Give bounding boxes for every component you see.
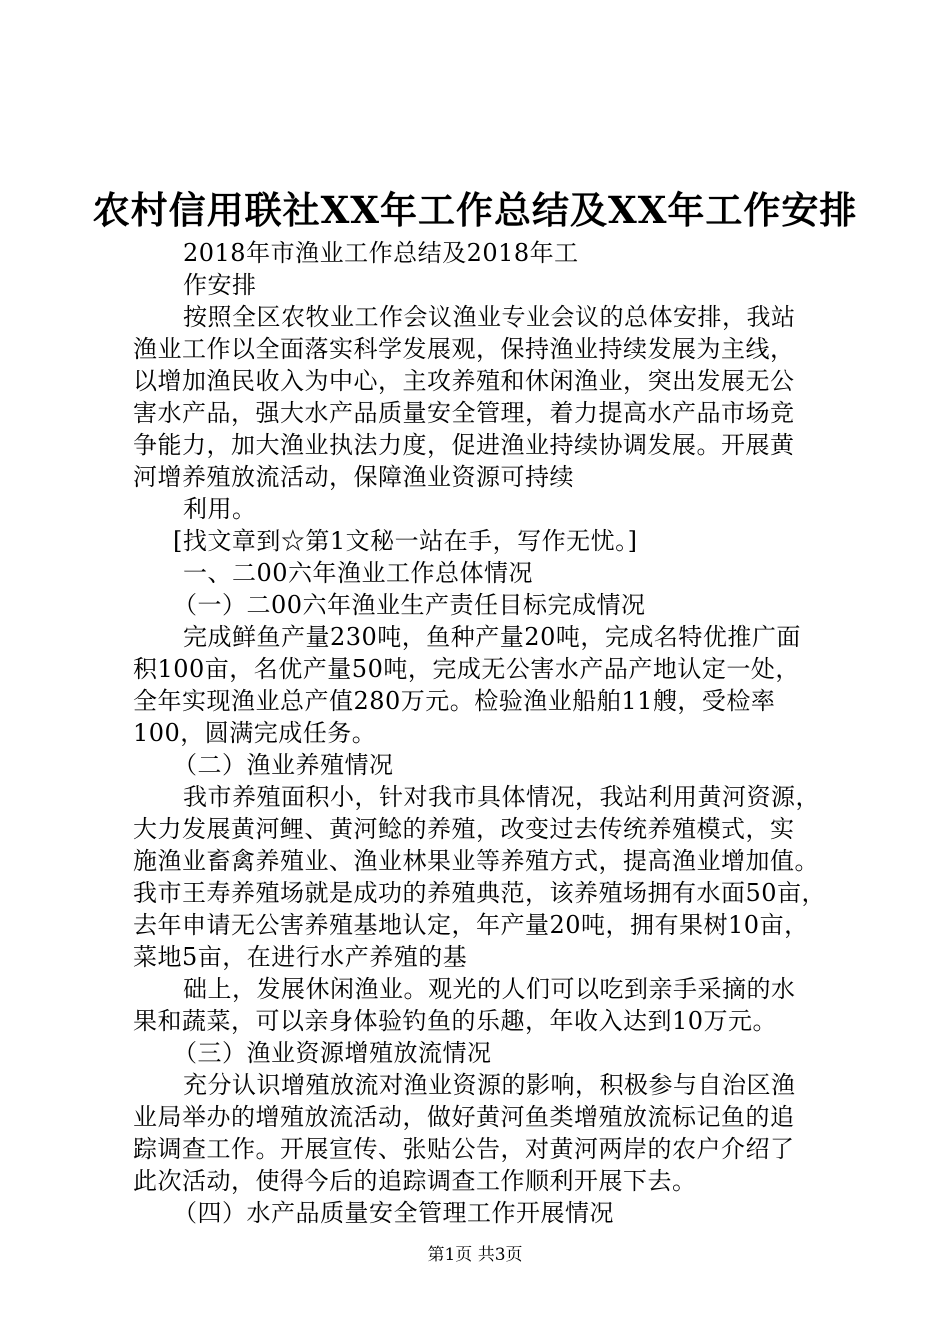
- body-line: 业局举办的增殖放流活动，做好黄河鱼类增殖放流标记鱼的追: [133, 1103, 795, 1131]
- subsection-heading: （一）二00六年渔业生产责任目标完成情况: [173, 591, 646, 619]
- body-line: 按照全区农牧业工作会议渔业专业会议的总体安排，我站: [183, 303, 796, 331]
- body-line: 争能力，加大渔业执法力度，促进渔业持续协调发展。开展黄: [133, 431, 795, 459]
- subsection-heading: （三）渔业资源增殖放流情况: [173, 1039, 492, 1067]
- body-line: 我市王寿养殖场就是成功的养殖典范，该养殖场拥有水面50亩，: [133, 879, 827, 907]
- body-line: 菜地5亩，在进行水产养殖的基: [133, 943, 468, 971]
- body-line: 果和蔬菜，可以亲身体验钓鱼的乐趣，年收入达到10万元。: [133, 1007, 778, 1035]
- body-line: 踪调查工作。开展宣传、张贴公告，对黄河两岸的农户介绍了: [133, 1135, 795, 1163]
- body-line: 渔业工作以全面落实科学发展观，保持渔业持续发展为主线，: [133, 335, 795, 363]
- body-line: [找文章到☆第1文秘一站在手，写作无忧。]: [173, 527, 638, 555]
- page-footer: 第1页 共3页: [427, 1245, 523, 1265]
- body-line: 我市养殖面积小，针对我市具体情况，我站利用黄河资源，: [183, 783, 820, 811]
- body-line: 害水产品，强大水产品质量安全管理，着力提高水产品市场竞: [133, 399, 795, 427]
- body-line: 利用。: [183, 495, 257, 523]
- body-line: 施渔业畜禽养殖业、渔业林果业等养殖方式，提高渔业增加值。: [133, 847, 819, 875]
- section-heading: 一、二00六年渔业工作总体情况: [183, 559, 534, 587]
- body-line: 以增加渔民收入为中心，主攻养殖和休闲渔业，突出发展无公: [133, 367, 795, 395]
- body-line: 积100亩，名优产量50吨，完成无公害水产品产地认定一处，: [133, 655, 800, 683]
- body-line: 充分认识增殖放流对渔业资源的影响，积极参与自治区渔: [183, 1071, 796, 1099]
- body-line: 完成鲜鱼产量230吨，鱼种产量20吨，完成名特优推广面: [183, 623, 801, 651]
- body-line: 去年申请无公害养殖基地认定，年产量20吨，拥有果树10亩，: [133, 911, 809, 939]
- body-line: 河增养殖放流活动，保障渔业资源可持续: [133, 463, 574, 491]
- body-line: 全年实现渔业总产值280万元。检验渔业船舶11艘，受检率: [133, 687, 776, 715]
- body-line: 础上，发展休闲渔业。观光的人们可以吃到亲手采摘的水: [183, 975, 796, 1003]
- body-line: 100，圆满完成任务。: [133, 719, 377, 747]
- subsection-heading: （四）水产品质量安全管理工作开展情况: [173, 1199, 614, 1227]
- subsection-heading: （二）渔业养殖情况: [173, 751, 394, 779]
- body-line: 2018年市渔业工作总结及2018年工: [183, 239, 579, 267]
- body-line: 大力发展黄河鲤、黄河鲶的养殖，改变过去传统养殖模式，实: [133, 815, 795, 843]
- body-line: 作安排: [183, 271, 257, 299]
- document-title: 农村信用联社XX年工作总结及XX年工作安排: [92, 188, 858, 232]
- body-line: 此次活动，使得今后的追踪调查工作顺利开展下去。: [133, 1167, 697, 1195]
